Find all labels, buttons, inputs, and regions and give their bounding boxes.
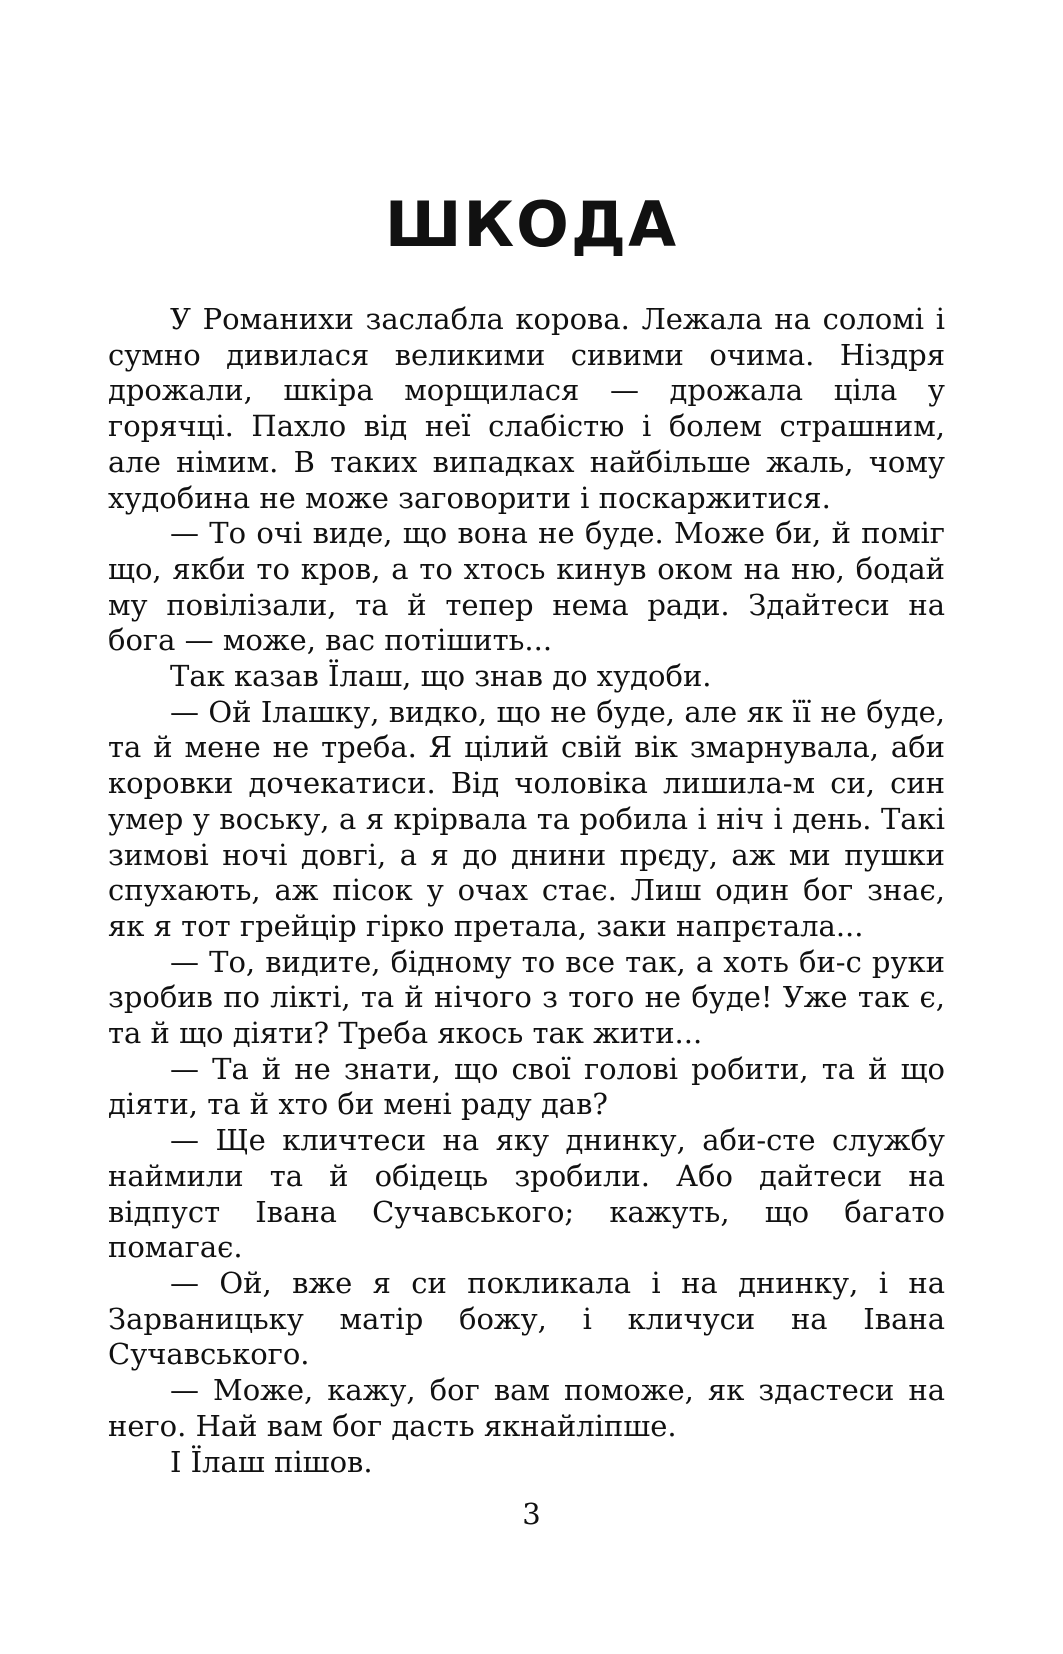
body-text: [108, 302, 945, 1480]
paragraph: — То очі виде, що вона не буде. Може би, й поміг що, якби то кров, а то хтось кинув оком на ню, бодай му повілізали, та й тепер нема ради. Здайтеси на бога — може, вас потішить...: [108, 516, 945, 658]
page-number: 3: [522, 1497, 541, 1531]
paragraph: Так казав Їлаш, що знав до худоби.: [170, 659, 712, 694]
paragraph: — Та й не знати, що свої голові робити, та й що діяти, та й хто би мені раду дав?: [108, 1051, 945, 1122]
paragraph: У Романихи заслабла корова. Лежала на соломі і сумно дивилася великими сивими очима. Ніздря дрожали, шкіра морщилася — дрожала ціла у горячці. Пахло від неї слабістю і болем страшним, але німим. В таких випадках найбільше жаль, чому худобина не може заговорити і поскаржитися.: [108, 302, 945, 515]
paragraph: — Ще кличтеси на яку днинку, аби-сте службу наймили та й обідець зробили. Або дайтеси на відпуст Івана Сучавського; кажуть, що багато помагає.: [108, 1123, 945, 1265]
paragraph: — Може, кажу, бог вам поможе, як здастеси на него. Най вам бог дасть якнайліпше.: [108, 1373, 945, 1443]
paragraph: — То, видите, бідному то все так, а хоть би-с руки зробив по лікті, та й нічого з того не буде! Уже так є, та й що діяти? Треба якось так жити...: [108, 944, 945, 1051]
paragraph: І Їлаш пішов.: [170, 1444, 373, 1479]
paragraph: — Ой Ілашку, видко, що не буде, але як її не буде, та й мене не треба. Я цілий свій вік змарнувала, аби коровки дочекатиси. Від чоловіка лишила-м си, син умер у воську, а я крірвала та робила і ніч і день. Такі зимові ночі довгі, а я до днини прєду, аж ми пушки спухають, аж пісок у очах стає. Лиш один бог знає, як я тот грейцір гірко претала, заки напрєтала...: [108, 694, 945, 943]
paragraph: — Ой, вже я си покликала і на днинку, і на Зарваницьку матір божу, і кличуси на Івана Сучавського.: [108, 1265, 945, 1372]
chapter-title: ШКОДА: [384, 188, 679, 261]
